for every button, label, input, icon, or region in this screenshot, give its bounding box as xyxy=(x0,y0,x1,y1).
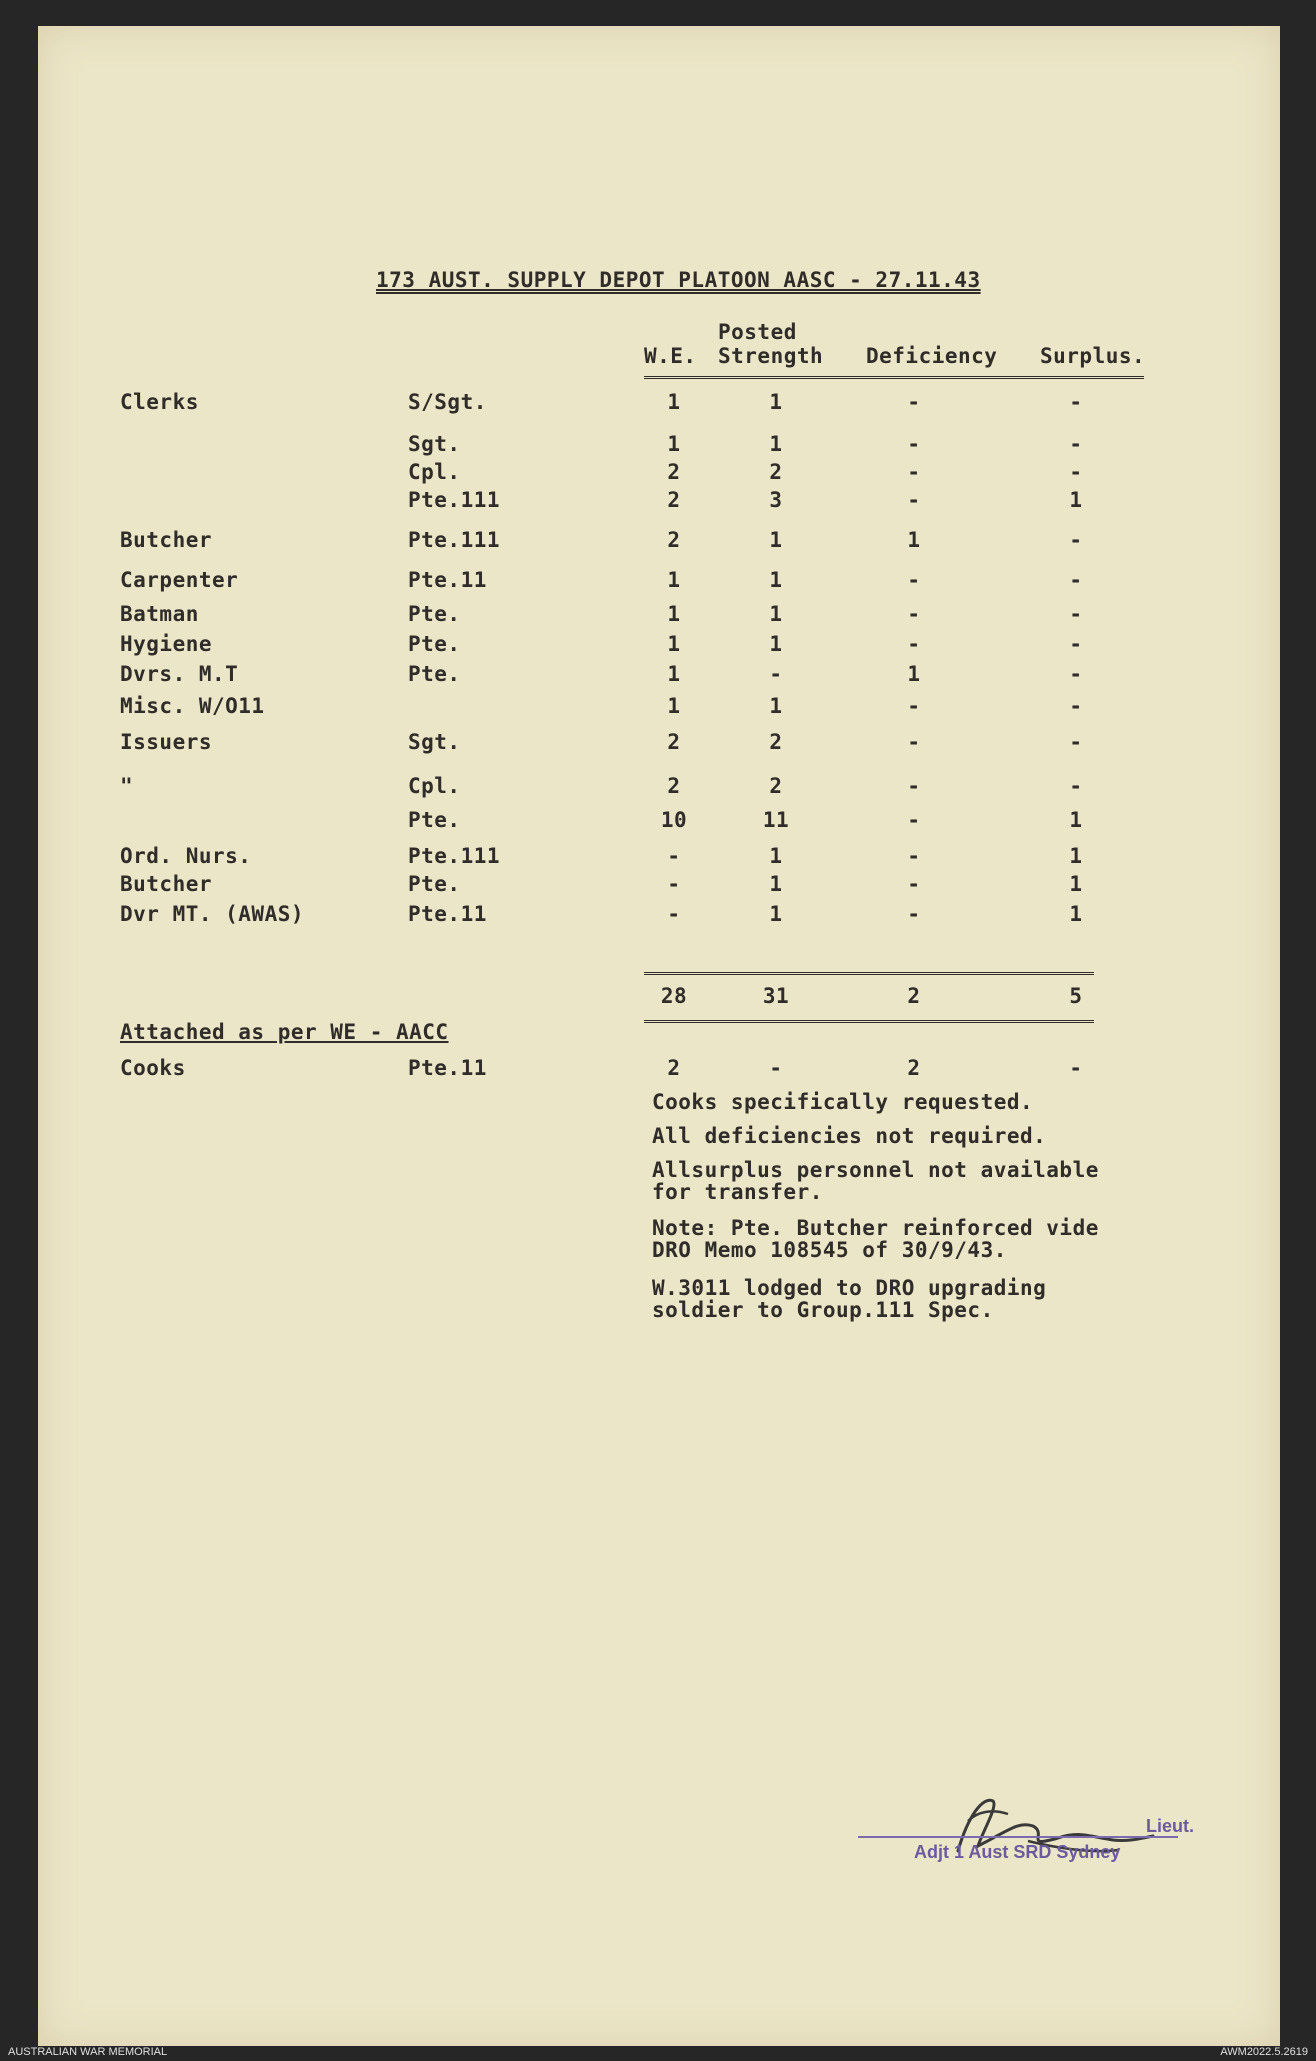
row-strength: 2 xyxy=(769,730,783,754)
header-posted: Posted xyxy=(718,320,797,344)
stamp-lieut: Lieut. xyxy=(1146,1816,1194,1836)
row-surplus: 1 xyxy=(1069,872,1083,896)
totals-rule-top xyxy=(644,972,1094,975)
row-label: Clerks xyxy=(120,390,199,414)
row-rank: Pte. xyxy=(408,808,461,832)
row-surplus: - xyxy=(1069,694,1083,718)
attached-we: 2 xyxy=(667,1056,681,1080)
stamp-adjt: Adjt 1 Aust SRD Sydney xyxy=(914,1842,1121,1862)
row-surplus: - xyxy=(1069,774,1083,798)
attached-label: Cooks xyxy=(120,1056,186,1080)
row-rank: Pte. xyxy=(408,602,461,626)
row-deficiency: - xyxy=(907,488,921,512)
attached-strength: - xyxy=(769,1056,783,1080)
row-label: Batman xyxy=(120,602,199,626)
row-strength: 1 xyxy=(769,528,783,552)
row-deficiency: - xyxy=(907,694,921,718)
row-surplus: - xyxy=(1069,432,1083,456)
row-deficiency: - xyxy=(907,902,921,926)
row-deficiency: - xyxy=(907,432,921,456)
row-strength: 1 xyxy=(769,902,783,926)
note-line: W.3011 lodged to DRO upgrading xyxy=(652,1276,1047,1300)
row-we: 1 xyxy=(667,432,681,456)
row-deficiency: 1 xyxy=(907,528,921,552)
row-deficiency: - xyxy=(907,872,921,896)
row-we: - xyxy=(667,844,681,868)
stamp-line xyxy=(858,1836,1178,1838)
row-surplus: 1 xyxy=(1069,808,1083,832)
row-surplus: 1 xyxy=(1069,902,1083,926)
row-surplus: - xyxy=(1069,528,1083,552)
row-we: 1 xyxy=(667,632,681,656)
row-deficiency: - xyxy=(907,632,921,656)
row-deficiency: 1 xyxy=(907,662,921,686)
row-label: Ord. Nurs. xyxy=(120,844,252,868)
row-label: Carpenter xyxy=(120,568,239,592)
total-strength: 31 xyxy=(762,984,790,1008)
row-strength: 1 xyxy=(769,872,783,896)
row-we: - xyxy=(667,872,681,896)
row-label: " xyxy=(120,774,134,798)
footer-left: AUSTRALIAN WAR MEMORIAL xyxy=(8,2046,168,2058)
row-rank: Cpl. xyxy=(408,774,461,798)
row-we: 2 xyxy=(667,528,681,552)
row-deficiency: - xyxy=(907,730,921,754)
row-strength: 3 xyxy=(769,488,783,512)
row-we: 1 xyxy=(667,602,681,626)
row-label: Butcher xyxy=(120,872,213,896)
row-surplus: 1 xyxy=(1069,488,1083,512)
footer-right: AWM2022.5.2619 xyxy=(1220,2046,1308,2058)
row-rank: Pte. xyxy=(408,632,461,656)
document-title: 173 AUST. SUPPLY DEPOT PLATOON AASC - 27.11.43 xyxy=(376,268,981,292)
row-we: 10 xyxy=(660,808,688,832)
row-we: 2 xyxy=(667,488,681,512)
row-strength: - xyxy=(769,662,783,686)
row-deficiency: - xyxy=(907,602,921,626)
row-surplus: - xyxy=(1069,568,1083,592)
total-surplus: 5 xyxy=(1069,984,1083,1008)
row-label: Dvrs. M.T xyxy=(120,662,239,686)
row-rank: Pte.111 xyxy=(408,528,501,552)
row-label: Misc. W/O11 xyxy=(120,694,265,718)
row-rank: Cpl. xyxy=(408,460,461,484)
row-we: 1 xyxy=(667,390,681,414)
row-we: 2 xyxy=(667,730,681,754)
row-label: Butcher xyxy=(120,528,213,552)
row-rank: S/Sgt. xyxy=(408,390,487,414)
row-rank: Sgt. xyxy=(408,432,461,456)
total-deficiency: 2 xyxy=(907,984,921,1008)
header-underline xyxy=(644,376,1144,379)
note-line: Note: Pte. Butcher reinforced vide xyxy=(652,1216,1099,1240)
attached-rank: Pte.11 xyxy=(408,1056,487,1080)
row-strength: 1 xyxy=(769,602,783,626)
row-strength: 11 xyxy=(762,808,790,832)
row-rank: Pte.11 xyxy=(408,902,487,926)
row-strength: 1 xyxy=(769,844,783,868)
note-line: Allsurplus personnel not available xyxy=(652,1158,1099,1182)
row-strength: 1 xyxy=(769,568,783,592)
totals-rule-bottom xyxy=(644,1020,1094,1023)
header-strength: Strength xyxy=(718,344,824,368)
row-we: 1 xyxy=(667,662,681,686)
note-line: Cooks specifically requested. xyxy=(652,1090,1034,1114)
row-strength: 1 xyxy=(769,632,783,656)
row-rank: Pte.111 xyxy=(408,844,501,868)
row-strength: 1 xyxy=(769,694,783,718)
header-deficiency: Deficiency xyxy=(866,344,998,368)
row-deficiency: - xyxy=(907,808,921,832)
row-deficiency: - xyxy=(907,390,921,414)
row-rank: Pte.111 xyxy=(408,488,501,512)
row-we: - xyxy=(667,902,681,926)
header-surplus: Surplus. xyxy=(1040,344,1146,368)
row-label: Hygiene xyxy=(120,632,213,656)
row-surplus: - xyxy=(1069,662,1083,686)
note-line: All deficiencies not required. xyxy=(652,1124,1047,1148)
row-deficiency: - xyxy=(907,774,921,798)
row-we: 2 xyxy=(667,774,681,798)
row-strength: 2 xyxy=(769,774,783,798)
row-surplus: - xyxy=(1069,390,1083,414)
row-deficiency: - xyxy=(907,844,921,868)
row-surplus: 1 xyxy=(1069,844,1083,868)
row-deficiency: - xyxy=(907,460,921,484)
document-page xyxy=(38,26,1280,2046)
attached-deficiency: 2 xyxy=(907,1056,921,1080)
row-rank: Sgt. xyxy=(408,730,461,754)
row-we: 1 xyxy=(667,568,681,592)
row-surplus: - xyxy=(1069,730,1083,754)
note-line: for transfer. xyxy=(652,1180,823,1204)
row-surplus: - xyxy=(1069,460,1083,484)
row-surplus: - xyxy=(1069,632,1083,656)
row-rank: Pte. xyxy=(408,872,461,896)
row-strength: 1 xyxy=(769,432,783,456)
row-rank: Pte.11 xyxy=(408,568,487,592)
row-deficiency: - xyxy=(907,568,921,592)
note-line: DRO Memo 108545 of 30/9/43. xyxy=(652,1238,1007,1262)
row-we: 2 xyxy=(667,460,681,484)
attached-heading: Attached as per WE - AACC xyxy=(120,1020,449,1044)
row-we: 1 xyxy=(667,694,681,718)
row-label: Issuers xyxy=(120,730,213,754)
row-surplus: - xyxy=(1069,602,1083,626)
row-strength: 2 xyxy=(769,460,783,484)
attached-surplus: - xyxy=(1069,1056,1083,1080)
row-label: Dvr MT. (AWAS) xyxy=(120,902,305,926)
row-rank: Pte. xyxy=(408,662,461,686)
total-we: 28 xyxy=(660,984,688,1008)
note-line: soldier to Group.111 Spec. xyxy=(652,1298,994,1322)
row-strength: 1 xyxy=(769,390,783,414)
header-we: W.E. xyxy=(644,344,697,368)
